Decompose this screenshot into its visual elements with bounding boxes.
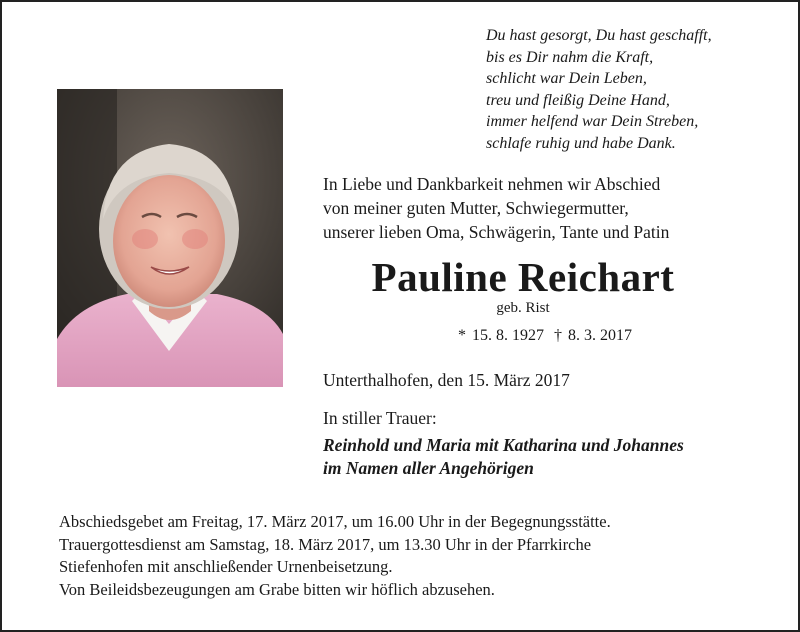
cross-icon: † <box>554 327 562 344</box>
poem-line: bis es Dir nahm die Kraft, <box>486 48 654 66</box>
notice-line: Trauergottesdienst am Samstag, 18. März 2017, um 13.30 Uhr in der Pfarrkirche <box>59 534 592 554</box>
death-date <box>554 327 632 345</box>
deceased-name: Pauline Reichart <box>371 254 675 300</box>
poem-line: immer helfend war Dein Streben, <box>486 113 699 130</box>
family-line: Reinhold und Maria mit Katharina und Johannes <box>323 435 684 455</box>
death-date-value: 8. 3. 2017 <box>568 327 632 344</box>
poem-line: schlafe ruhig und habe Dank. <box>486 134 676 152</box>
service-notices <box>59 511 611 601</box>
family-names <box>323 434 684 480</box>
intro-text <box>323 172 669 244</box>
intro-line: unserer lieben Oma, Schwägerin, Tante und Patin <box>323 222 670 242</box>
place-date: Unterthalhofen, den 15. März 2017 <box>323 370 570 390</box>
birth-date-value: 15. 8. 1927 <box>472 327 544 344</box>
notice-line: Abschiedsgebet am Freitag, 17. März 2017, um 16.00 Uhr in der Begegnungsstätte. <box>59 512 611 531</box>
portrait-photo <box>57 89 283 387</box>
intro-line: von meiner guten Mutter, Schwiegermutter, <box>323 198 629 218</box>
mourning-label: In stiller Trauer: <box>323 408 437 428</box>
intro-line: In Liebe und Dankbarkeit nehmen wir Abschied <box>323 174 661 194</box>
maiden-name: geb. Rist <box>496 300 550 316</box>
notice-line: Stiefenhofen mit anschließender Urnenbeisetzung. <box>59 557 393 576</box>
poem <box>486 25 712 154</box>
birth-date <box>458 327 544 345</box>
family-line: im Namen aller Angehörigen <box>323 458 534 478</box>
poem-line: treu und fleißig Deine Hand, <box>486 91 670 109</box>
star-icon: * <box>458 327 466 344</box>
notice-line: Von Beileidsbezeugungen am Grabe bitten wir höflich abzusehen. <box>59 579 495 599</box>
poem-line: schlicht war Dein Leben, <box>486 70 647 87</box>
poem-line: Du hast gesorgt, Du hast geschafft, <box>486 27 712 44</box>
